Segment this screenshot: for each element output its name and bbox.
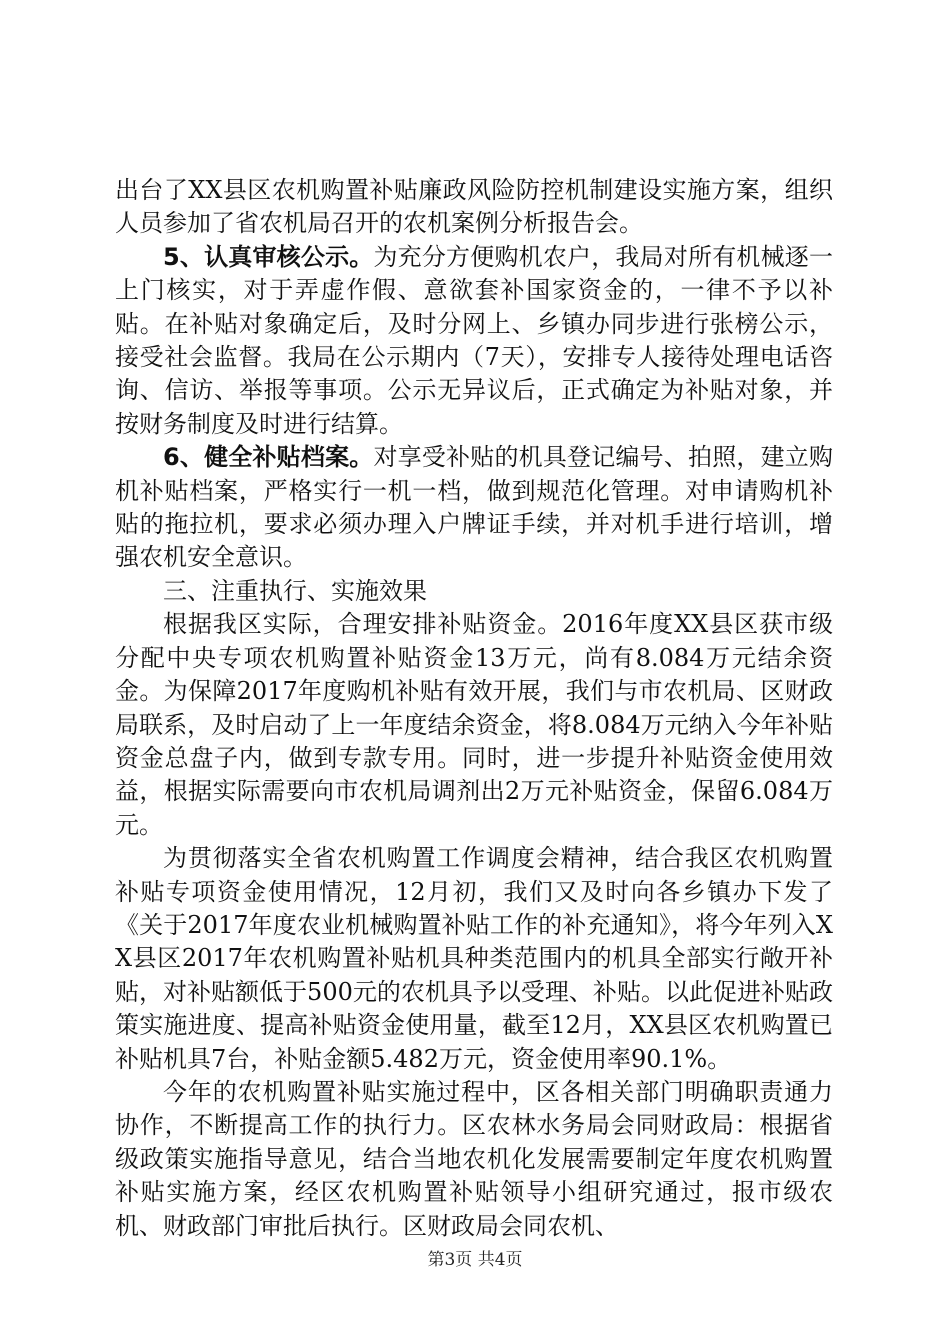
paragraph-text: 对享受补贴的机具登记编号、拍照，建立购机补贴档案，严格实行一机一档，做到规范化管理。对申请购机补贴的拖拉机，要求必须办理入户牌证手续，并对机手进行培训，增强农机安全意识。: [115, 443, 833, 572]
section-heading: 三、注重执行、实施效果: [163, 576, 427, 605]
paragraph-subsidy-archive: [115, 441, 833, 575]
document-body: [115, 174, 833, 1243]
paragraph-implementation: 为贯彻落实全省农机购置工作调度会精神，结合我区农机购置补贴专项资金使用情况，12月初，我们又及时向各乡镇办下发了《关于2017年度农业机械购置补贴工作的补充通知》，将今年列入XX县区2017年农机购置补贴机具种类范围内的机具全部实行敞开补贴，对补贴额低于500元的农机具予以受理、补贴。以此促进补贴政策实施进度、提高补贴资金使用量，截至12月，XX县区农机购置已补贴机具7台，补贴金额5.482万元，资金使用率90.1%。: [115, 844, 833, 1073]
paragraph-continuation: 出台了XX县区农机购置补贴廉政风险防控机制建设实施方案，组织人员参加了省农机局召开的农机案例分析报告会。: [115, 176, 833, 238]
paragraph-review-publicity: [115, 241, 833, 441]
paragraph-lead: 5、认真审核公示。: [163, 242, 374, 271]
paragraph-department-cooperation: 今年的农机购置补贴实施过程中，区各相关部门明确职责通力协作，不断提高工作的执行力。区农林水务局会同财政局：根据省级政策实施指导意见，结合当地农机化发展需要制定年度农机购置补贴实施方案，经区农机购置补贴领导小组研究通过，报市级农机、财政部门审批后执行。区财政局会同农机、: [115, 1077, 833, 1240]
paragraph-text: 为充分方便购机农户，我局对所有机械逐一上门核实，对于弄虚作假、意欲套补国家资金的，一律不予以补贴。在补贴对象确定后，及时分网上、乡镇办同步进行张榜公示，接受社会监督。我局在公示期内（7天），安排专人接待处理电话咨询、信访、举报等事项。公示无异议后，正式确定为补贴对象，并按财务制度及时进行结算。: [115, 242, 833, 438]
paragraph-fund-allocation: 根据我区实际，合理安排补贴资金。2016年度XX县区获市级分配中央专项农机购置补贴资金13万元，尚有8.084万元结余资金。为保障2017年度购机补贴有效开展，我们与市农机局、区财政局联系，及时启动了上一年度结余资金，将8.084万元纳入今年补贴资金总盘子内，做到专款专用。同时，进一步提升补贴资金使用效益，根据实际需要向市农机局调剂出2万元补贴资金，保留6.084万元。: [115, 610, 833, 839]
paragraph-lead: 6、健全补贴档案。: [163, 443, 374, 472]
page-number-footer: 第3页 共4页: [427, 1250, 523, 1270]
